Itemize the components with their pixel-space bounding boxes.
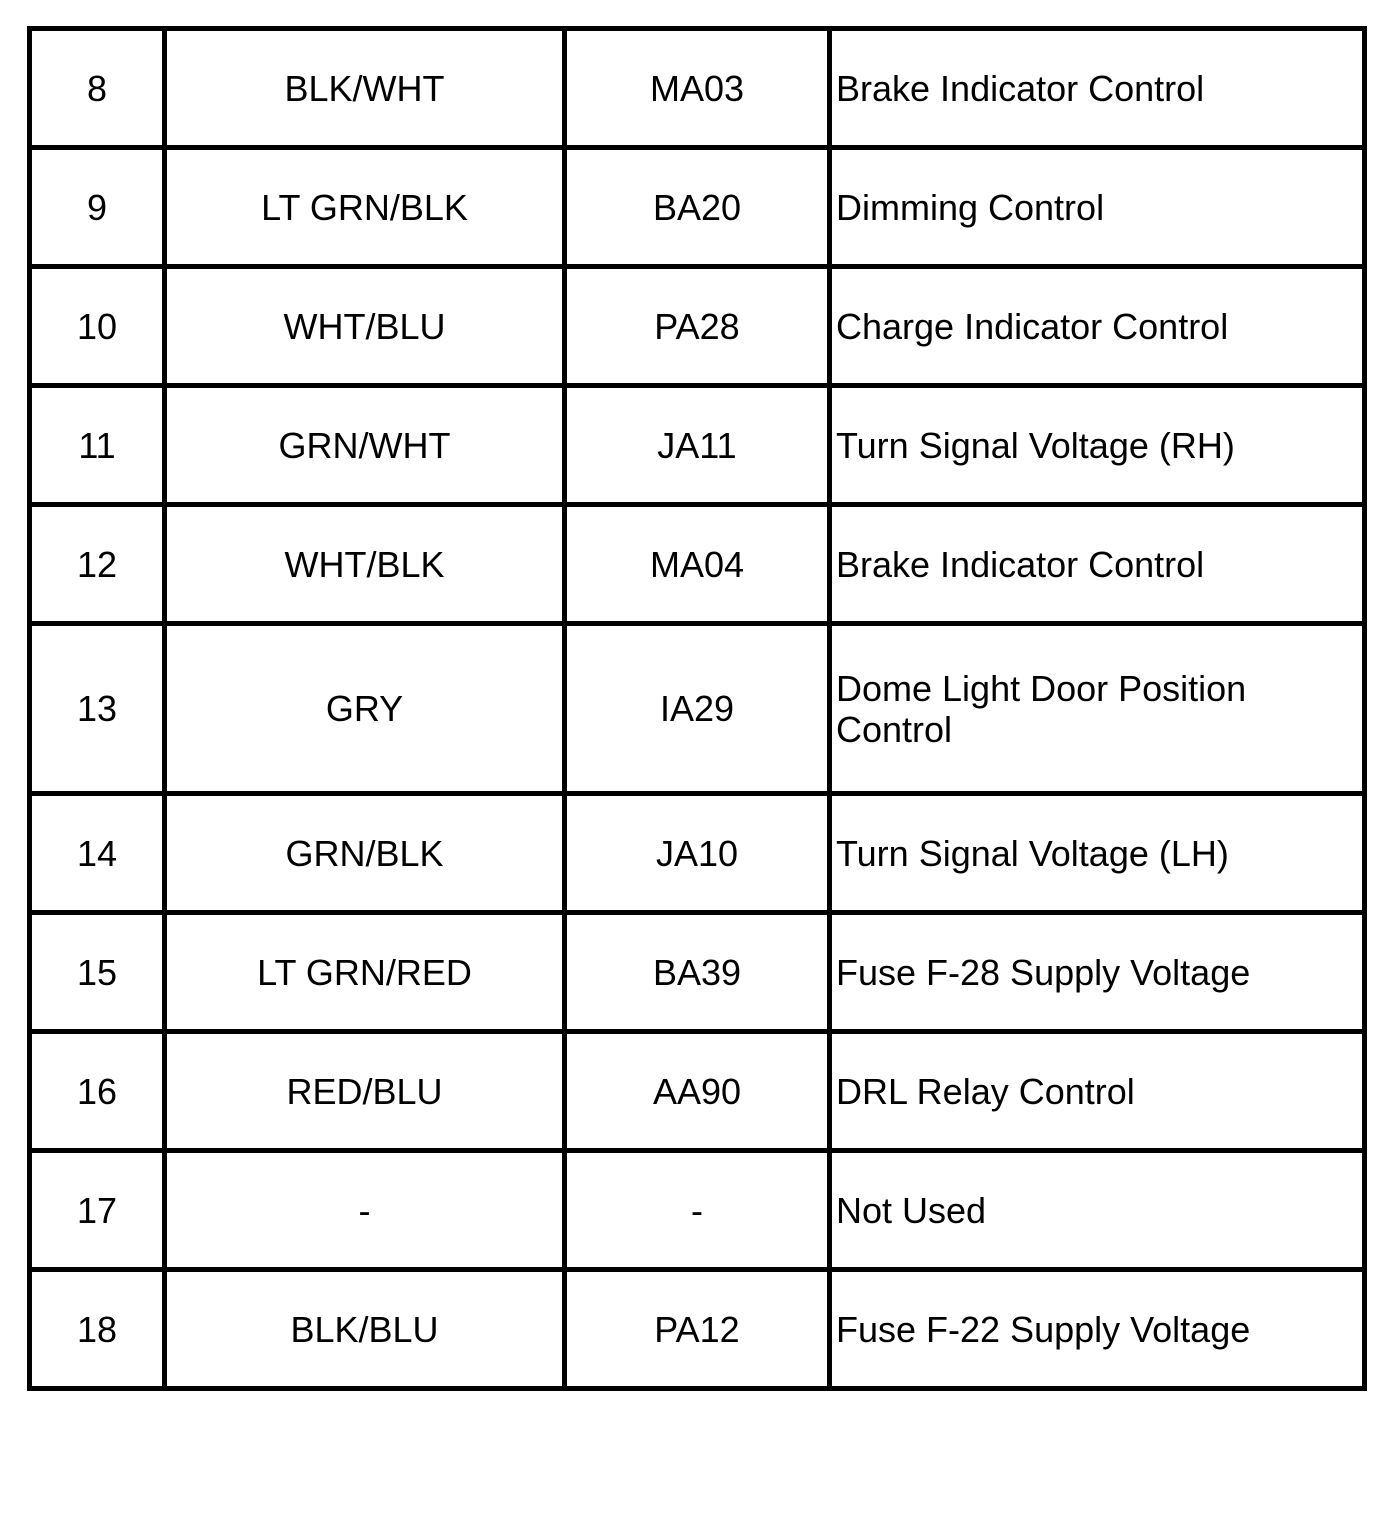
function-description-cell: DRL Relay Control [830, 1032, 1365, 1151]
table-row [30, 624, 1365, 794]
wire-color-cell: WHT/BLU [165, 267, 565, 386]
connector-pinout-table-wrapper [27, 26, 1362, 1391]
wire-color-cell: RED/BLU [165, 1032, 565, 1151]
circuit-id-cell: - [565, 1151, 830, 1270]
pin-number-cell: 11 [30, 386, 165, 505]
function-description-cell: Charge Indicator Control [830, 267, 1365, 386]
pin-number-cell: 13 [30, 624, 165, 794]
pin-number-cell: 16 [30, 1032, 165, 1151]
function-description-cell: Turn Signal Voltage (LH) [830, 794, 1365, 913]
circuit-id-cell: BA39 [565, 913, 830, 1032]
circuit-id-cell: IA29 [565, 624, 830, 794]
circuit-id-cell: MA03 [565, 29, 830, 148]
circuit-id-cell: JA10 [565, 794, 830, 913]
pin-number-cell: 12 [30, 505, 165, 624]
table-row [30, 29, 1365, 148]
function-description-cell: Fuse F-28 Supply Voltage [830, 913, 1365, 1032]
pin-number-cell: 8 [30, 29, 165, 148]
circuit-id-cell: PA28 [565, 267, 830, 386]
wire-color-cell: BLK/WHT [165, 29, 565, 148]
table-row [30, 148, 1365, 267]
circuit-id-cell: JA11 [565, 386, 830, 505]
table-row [30, 1151, 1365, 1270]
circuit-id-cell: BA20 [565, 148, 830, 267]
wire-color-cell: LT GRN/BLK [165, 148, 565, 267]
function-description-cell: Brake Indicator Control [830, 505, 1365, 624]
table-row [30, 1032, 1365, 1151]
circuit-id-cell: AA90 [565, 1032, 830, 1151]
wire-color-cell: - [165, 1151, 565, 1270]
wire-color-cell: BLK/BLU [165, 1270, 565, 1389]
function-description-cell: Not Used [830, 1151, 1365, 1270]
table-row [30, 505, 1365, 624]
pin-number-cell: 14 [30, 794, 165, 913]
wire-color-cell: LT GRN/RED [165, 913, 565, 1032]
wire-color-cell: WHT/BLK [165, 505, 565, 624]
table-row [30, 913, 1365, 1032]
table-row [30, 1270, 1365, 1389]
wire-color-cell: GRY [165, 624, 565, 794]
pin-number-cell: 15 [30, 913, 165, 1032]
function-description-cell: Brake Indicator Control [830, 29, 1365, 148]
circuit-id-cell: PA12 [565, 1270, 830, 1389]
function-description-cell: Dome Light Door Position Control [830, 624, 1365, 794]
pin-number-cell: 10 [30, 267, 165, 386]
function-description-cell: Dimming Control [830, 148, 1365, 267]
wire-color-cell: GRN/WHT [165, 386, 565, 505]
function-description-cell: Fuse F-22 Supply Voltage [830, 1270, 1365, 1389]
table-row [30, 386, 1365, 505]
pin-number-cell: 9 [30, 148, 165, 267]
circuit-id-cell: MA04 [565, 505, 830, 624]
wire-color-cell: GRN/BLK [165, 794, 565, 913]
table-row [30, 794, 1365, 913]
pin-number-cell: 18 [30, 1270, 165, 1389]
pin-number-cell: 17 [30, 1151, 165, 1270]
function-description-cell: Turn Signal Voltage (RH) [830, 386, 1365, 505]
connector-pinout-table [27, 26, 1367, 1391]
table-row [30, 267, 1365, 386]
